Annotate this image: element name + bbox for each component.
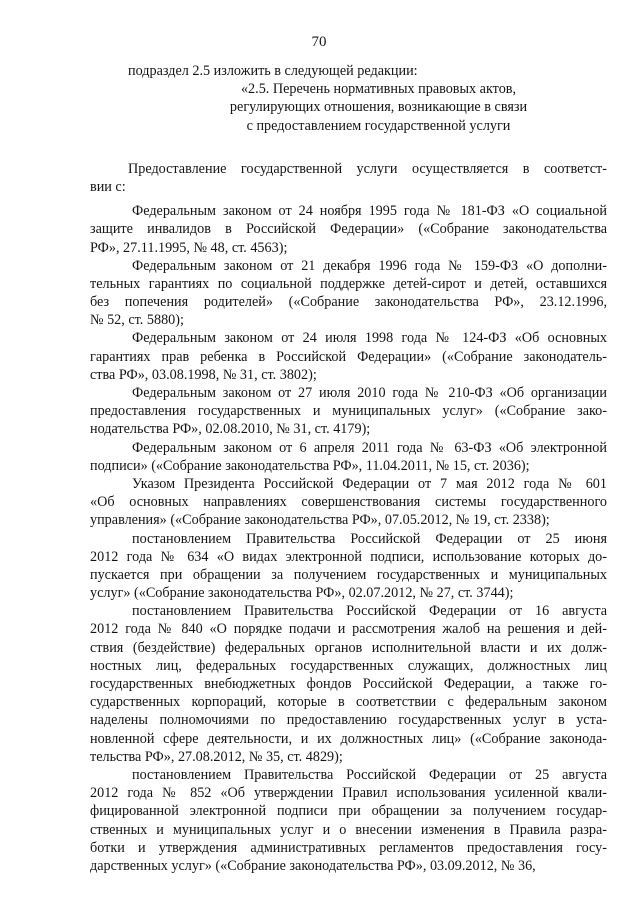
legal-act-line: ностных лиц, федеральных государственных служащих, должностных лиц xyxy=(90,657,607,674)
legal-act-line: постановлением Правительства Российской Федерации от 25 июня xyxy=(132,530,607,547)
legal-act-line: подписи» («Собрание законодательства РФ», 11.04.2011, № 15, ст. 2036); xyxy=(90,457,530,474)
legal-act-line: № 52, ст. 5880); xyxy=(90,312,184,329)
legal-act-line: РФ», 27.11.1995, № 48, ст. 4563); xyxy=(90,239,288,256)
section-heading-line-3: с предоставлением государственной услуги xyxy=(246,117,511,134)
legal-act-line: 2012 года № 852 «Об утверждении Правил использования усиленной квали- xyxy=(90,785,607,802)
legal-act-line: Федеральным законом от 21 декабря 1996 года № 159-ФЗ «О дополни- xyxy=(132,257,607,274)
document-body xyxy=(90,62,607,875)
legal-act-line: сударственных корпораций, которые в соответствии с федеральным законом xyxy=(90,694,607,711)
legal-act-line: фицированной электронной подписи при обращении за получением государ- xyxy=(90,803,607,820)
legal-act-line: пускается при обращении за получением государственных и муниципальных xyxy=(90,566,607,583)
legal-act-line: Указом Президента Российской Федерации от 7 мая 2012 года № 601 xyxy=(132,475,607,492)
legal-act-line: 2012 года № 840 «О порядке подачи и рассмотрения жалоб на решения и дей- xyxy=(90,621,607,638)
section-heading-line-2: регулирующих отношения, возникающие в связи xyxy=(229,99,528,116)
legal-act-line: ботки и утверждения административных регламентов предоставления госу- xyxy=(90,839,607,856)
legal-act-line: постановлением Правительства Российской Федерации от 25 августа xyxy=(132,766,607,783)
legal-act-line: без попечения родителей» («Собрание законодательства РФ», 23.12.1996, xyxy=(90,294,607,311)
legal-act-line: ствия (бездействие) федеральных органов исполнительной власти и их долж- xyxy=(90,639,607,656)
legal-act-line: нодательства РФ», 02.08.2010, № 31, ст. 4179); xyxy=(90,421,371,438)
legal-act-item xyxy=(90,384,607,439)
legal-act-line: предоставления государственных и муниципальных услуг» («Собрание зако- xyxy=(90,403,607,420)
intro-line: подраздел 2.5 изложить в следующей редакции: xyxy=(128,63,418,79)
legal-act-item xyxy=(90,530,607,603)
legal-act-item xyxy=(90,475,607,530)
legal-act-item xyxy=(90,202,607,257)
legal-act-line: Федеральным законом от 27 июля 2010 года № 210-ФЗ «Об организации xyxy=(132,385,607,401)
section-heading-line-1: «2.5. Перечень нормативных правовых актов, xyxy=(240,81,517,98)
legal-act-line: новленной сфере деятельности, и их должностных лиц» («Собрание законода- xyxy=(90,730,607,747)
legal-act-line: тельства РФ», 27.08.2012, № 35, ст. 4829); xyxy=(90,748,343,765)
page-number: 70 xyxy=(311,34,327,50)
legal-act-line: Федеральным законом от 24 июля 1998 года № 124-ФЗ «Об основных xyxy=(132,330,607,347)
legal-act-line: ственных и муниципальных услуг и о внесении изменения в Правила разра- xyxy=(90,821,607,838)
legal-act-line: услуг» («Собрание законодательства РФ», 02.07.2012, № 27, ст. 3744); xyxy=(90,585,514,602)
legal-acts-list xyxy=(90,202,607,875)
lead-line-2: вии с: xyxy=(90,178,126,195)
legal-act-line: Федеральным законом от 24 ноября 1995 года № 181-ФЗ «О социальной xyxy=(132,203,607,220)
legal-act-line: Федеральным законом от 6 апреля 2011 года № 63-ФЗ «Об электронной xyxy=(132,439,607,456)
legal-act-item xyxy=(90,257,607,330)
legal-act-line: защите инвалидов в Российской Федерации» («Собрание законодательства xyxy=(90,221,607,238)
legal-act-line: управления» («Собрание законодательства РФ», 07.05.2012, № 19, ст. 2338); xyxy=(90,512,550,529)
legal-act-item xyxy=(90,329,607,384)
legal-act-line: наделены полномочиями по предоставлению государственных услуг в уста- xyxy=(90,712,607,729)
legal-act-line: 2012 года № 634 «О видах электронной подписи, использование которых до- xyxy=(90,548,607,565)
legal-act-line: гарантиях прав ребенка в Российской Федерации» («Собрание законодатель- xyxy=(90,348,607,365)
legal-act-line: ства РФ», 03.08.1998, № 31, ст. 3802); xyxy=(90,366,317,383)
legal-act-line: «Об основных направлениях совершенствования системы государственного xyxy=(90,494,607,511)
lead-line-1: Предоставление государственной услуги осуществляется в соответст- xyxy=(128,160,607,177)
legal-act-item xyxy=(90,766,607,875)
legal-act-line: государственных внебюджетных фондов Российской Федерации, а также го- xyxy=(90,676,607,692)
legal-act-item xyxy=(90,439,607,475)
legal-act-item xyxy=(90,602,607,766)
legal-act-line: постановлением Правительства Российской Федерации от 16 августа xyxy=(132,603,607,620)
legal-act-line: тельных гарантиях по социальной поддержке детей-сирот и детей, оставшихся xyxy=(90,275,607,292)
legal-act-line: дарственных услуг» («Собрание законодательства РФ», 03.09.2012, № 36, xyxy=(90,857,536,874)
